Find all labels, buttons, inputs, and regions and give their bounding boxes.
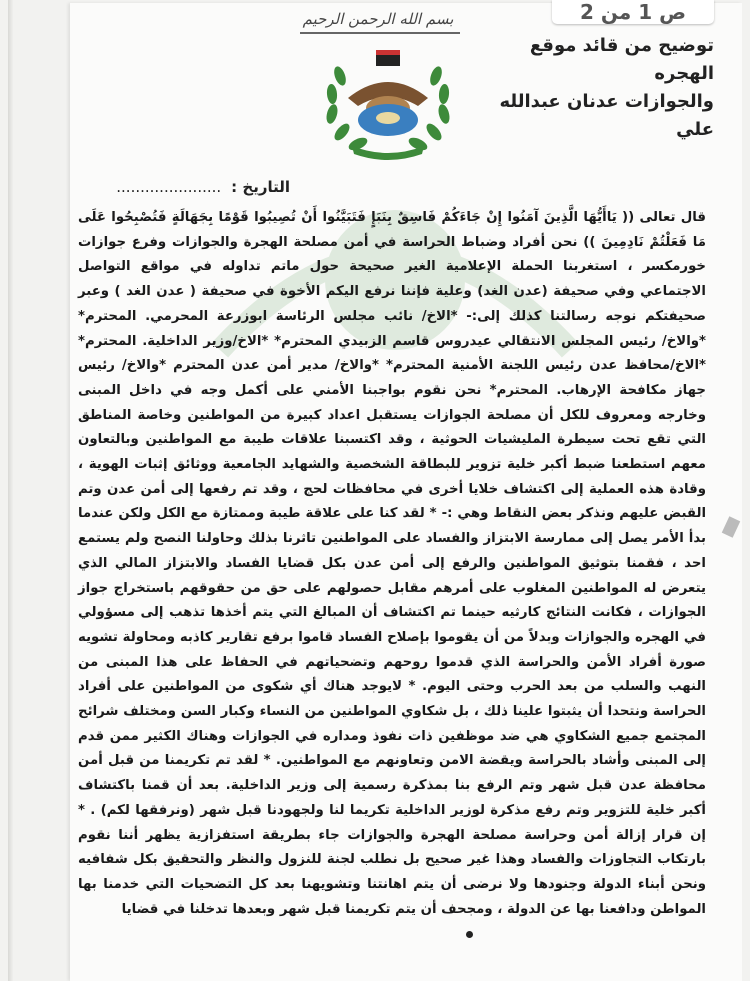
letter-heading xyxy=(474,32,714,144)
heading-line-2: والجوازات عدنان عبدالله علي xyxy=(499,91,714,140)
date-row xyxy=(116,178,290,196)
page-fold-shadow xyxy=(8,0,14,981)
letter-body-text: قال تعالى (( يَاأَيُّهَا الَّذِينَ آمَنُوا إِنْ جَاءَكُمْ فَاسِقٌ بِنَبَإٍ فَتَبَيَّنُوا أَنْ تُصِيبُوا قَوْمًا بِجَهَالَةٍ فَتُصْبِحُوا عَلَى مَا فَعَلْتُمْ نَادِمِينَ )) نحن أفراد وضباط الحراسة في أمن مصلحة الهجرة والجوازات وفرع جوازات خورمكسر ، استغربنا الحملة الإعلامية الغير صحيحة حول ماتم تداوله في مواقع التواصل الاجتماعي وفي صحيفة (عدن الغد) وعلية فإننا نرفع اليكم الأخوة في صحيفة ( عدن الغد ) وعبر صحيفتكم نوجه رسالتنا كذلك إلى:- *الاخ/ نائب مجلس الرئاسة ابوزرعة المحرمي. المحترم* *والاخ/ رئيس المجلس الانتقالي عيدروس قاسم الزبيدي المحترم* *الاخ/وزير الداخلية. المحترم* *الاخ/محافظ عدن رئيس اللجنة الأمنية المحترم* *والاخ/ مدير أمن عدن المحترم *والاخ/ رئيس جهاز مكافحة الإرهاب. المحترم* نحن نقوم بواجبنا الأمني على أكمل وجه في داخل المبنى وخارجه ومعروف للكل أن مصلحة الجوازات يستقبل اعداد كبيرة من المواطنين وخاصة المناطق التي تقع تحت سيطرة المليشيات الحوثية ، وقد اكتسبنا علاقات طيبة مع المواطنين وبالتعاون معهم استطعنا ضبط أكبر خلية تزوير للبطاقة الشخصية والشهايد الجامعية ووثائق إثبات الهوية ، وقادة هذه العملية إلى اكتشاف خلايا أخرى في محافظات لحج ، وقد تم رفعها إلى أمن عدن وتم القبض عليهم ونذكر بعض النقاط وهي :- * لقد كنا على علاقة طيبة وممتازة مع الكل ولكن عندما بدأ الأمر يصل إلى ممارسة الابتزاز والفساد على المواطنين تاثرنا بذلك وحاولنا النصح ولم يستمع احد ، فقمنا بتوثيق المواطنين والرفع إلى أمن عدن بكل قضايا الفساد والابتزاز المالي الذي يتعرض له المواطنين المغلوب على أمرهم مقابل حصولهم على حق من حقوقهم باستخراج جواز الجوازات ، فكانت النتائج كارثيه حينما تم اكتشاف أن المبالغ التي يتم أخذها تذهب إلى مسؤولي في الهجره والجوازات وبدلاً من أن يقوموا بإصلاح الفساد قاموا برفع تقارير كاذبه ومحاولة تشويه صورة أفراد الأمن والحراسة الذي قدموا روحهم وتضحياتهم في الحفاظ على هذا المبنى من النهب والسلب من بعد الحرب وحتى اليوم. * لايوجد هناك أي شكوى من المواطنين على أفراد الحراسة ونتحدا أن يثبتوا علينا ذلك ، بل شكاوي المواطنين من النساء وكبار السن ومختلف شرائح المجتمع جميع الشكاوي هي ضد موظفين ذات نفوذ ومداره في الجوازات وهناك الكثير ممن قدم إلى المبنى وأشاد بالحراسة ويقضة الامن وتعاونهم مع المواطنين. * لقد تم تكريمنا من قبل أمن محافظة عدن قبل شهر وتم الرفع بنا بمذكرة رسمية إلى وزير الداخلية. بعد أن قمنا باكتشاف أكبر خلية للتزوير وتم رفع مذكرة لوزير الداخلية تكريما لنا ولجهودنا قبل شهر (ونرفقها لكم) . * إن قرار إزالة أمن وحراسة مصلحة الهجرة والجوازات جاء بطريقة استفزازية يظهر أننا نقوم بارتكاب التجاوزات والفساد وهذا غير صحيح بل نطلب لجنة للنزول والنظر والتحقيق بكل شفافيه ونحن أبناء الدولة وجنودها ولا نرضى أن يتم اهانتنا وتشويهنا بعد كل التضحيات التي خدمنا بها المواطن ودافعنا بها عن الدولة ، ومجحف أن يتم تكريمنا قبل شهر وبعدها تدخلنا في قضايا xyxy=(78,210,706,917)
basmala-underline xyxy=(300,32,460,34)
page-number-tag: ص 1 من 2 xyxy=(552,0,714,24)
ink-speck xyxy=(466,931,473,938)
emblem-logo xyxy=(318,36,458,166)
date-label: التاريخ : xyxy=(231,178,290,196)
basmala-text: بسم الله الرحمن الرحيم xyxy=(302,10,454,28)
letter-body xyxy=(78,206,706,922)
date-value: ...................... xyxy=(116,178,222,196)
heading-line-1: توضيح من قائد موقع الهجره xyxy=(529,35,714,84)
